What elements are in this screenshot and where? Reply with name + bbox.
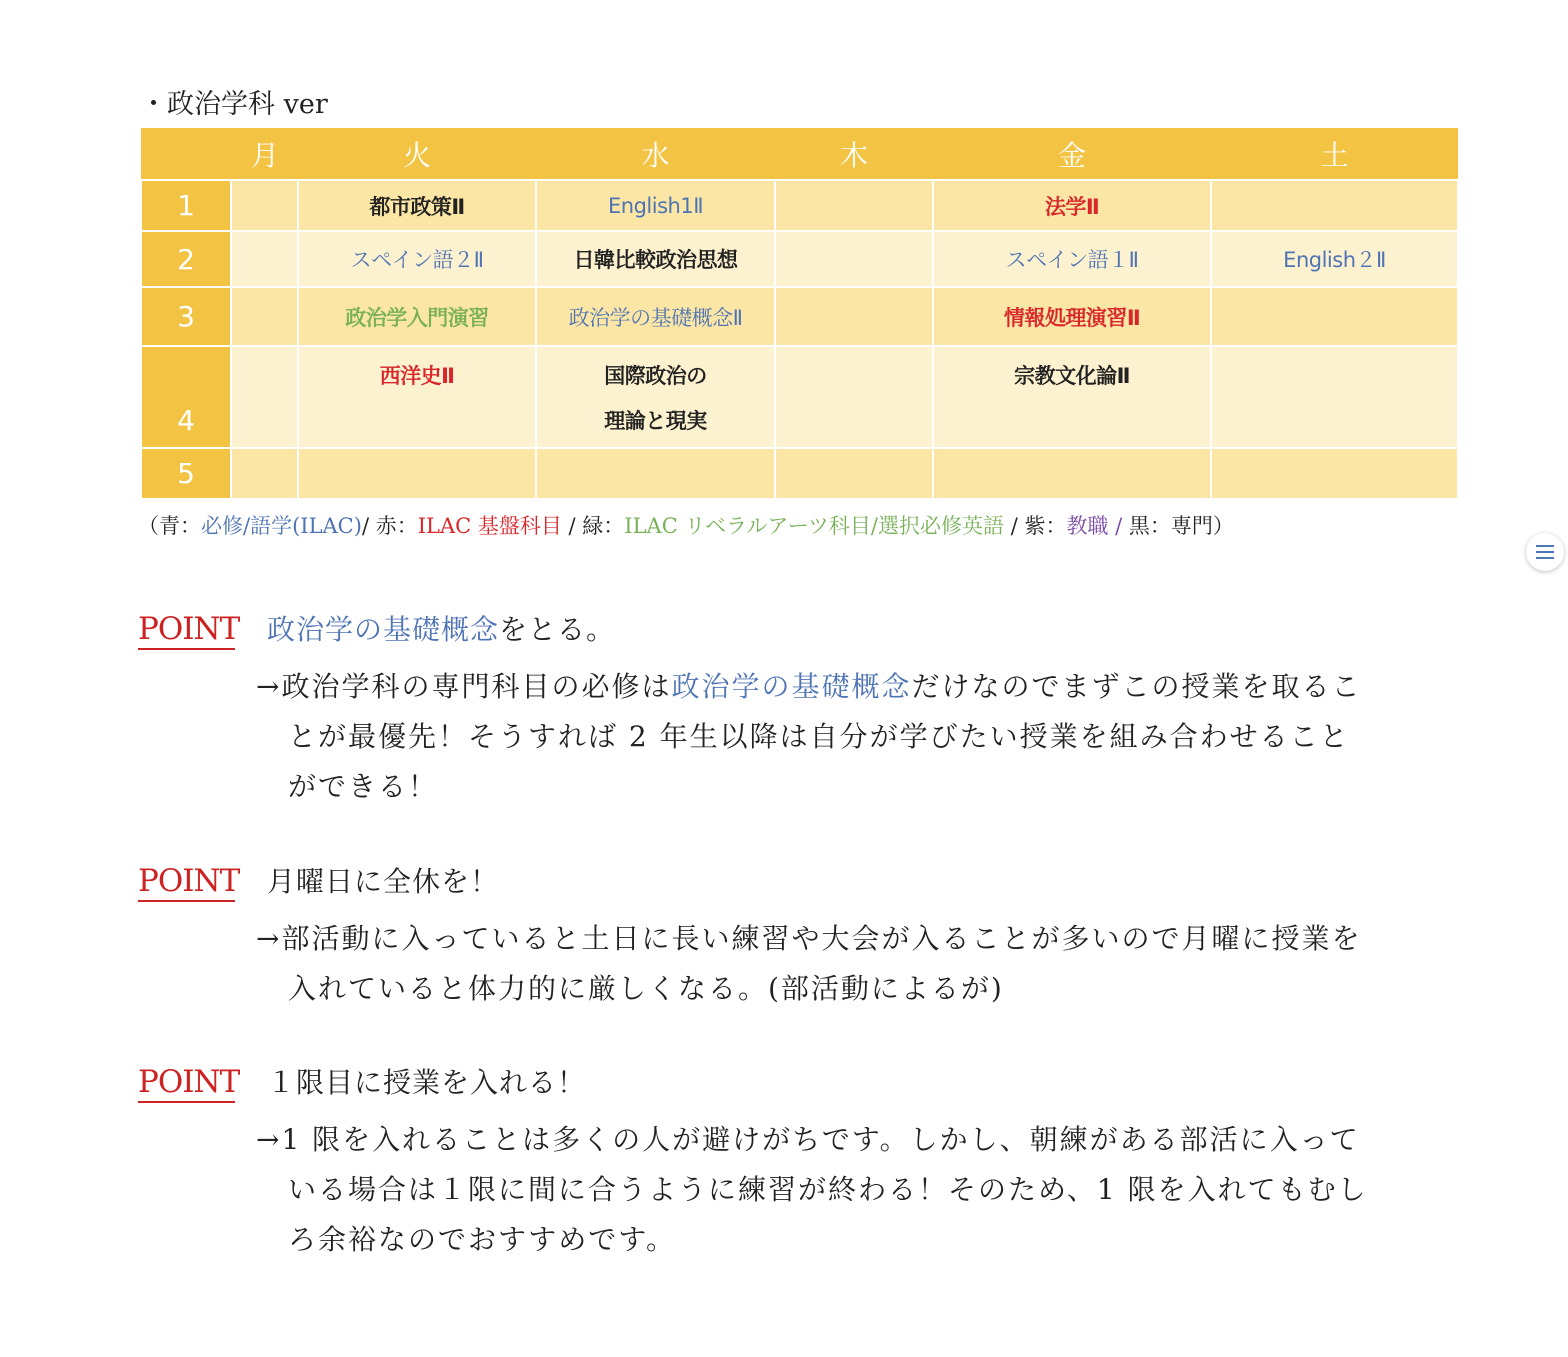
point-section-3 (138, 1061, 1368, 1265)
timetable-header-row (141, 128, 1458, 180)
point-body: →部活動に入っていると土日に長い練習や大会が入ることが多いので月曜に授業を入れていると体力的に厳しくなる。(部活動によるが) (256, 922, 1362, 1005)
day-header-mon: 月 (141, 128, 298, 180)
cell-sat-1 (1211, 180, 1458, 231)
point-title: １限目に授業を入れる！ (267, 1066, 587, 1099)
cell-sat-4 (1211, 346, 1458, 448)
cell-mon-4 (231, 346, 298, 448)
point-body-highlight: 政治学の基礎概念 (671, 670, 912, 703)
cell-mon-1 (231, 180, 298, 231)
legend-red: ILAC 基盤科目 (417, 514, 562, 538)
legend-green: ILAC リベラルアーツ科目/選択必修英語 (624, 514, 1005, 538)
cell-thu-2 (775, 231, 933, 287)
cell-sat-3 (1211, 287, 1458, 346)
cell-thu-3 (775, 287, 933, 346)
class-cell-fri-3: 情報処理演習Ⅱ (933, 287, 1211, 346)
legend-sep: / 赤： (361, 514, 418, 538)
point-section-2 (138, 860, 1362, 1014)
class-name: 西洋史Ⅱ (379, 364, 455, 388)
point-label: POINT (138, 1064, 235, 1103)
color-legend (138, 510, 1234, 540)
period-number: 3 (141, 287, 231, 346)
cell-sat-5 (1211, 448, 1458, 499)
day-header-sat: 土 (1211, 128, 1458, 180)
period-number: 4 (141, 346, 231, 448)
day-header-thu: 木 (775, 128, 933, 180)
point-section-1 (138, 608, 1362, 812)
legend-black: 黒：専門） (1128, 514, 1234, 538)
day-header-wed: 水 (536, 128, 775, 180)
class-cell-wed-3: 政治学の基礎概念Ⅱ (536, 287, 775, 346)
point-label: POINT (138, 863, 235, 902)
cell-wed-5 (536, 448, 775, 499)
day-header-tue: 火 (298, 128, 536, 180)
timetable-row-period-4 (141, 346, 1458, 448)
timetable-row-period-1 (141, 180, 1458, 231)
class-cell-fri-2: スペイン語１Ⅱ (933, 231, 1211, 287)
class-cell-wed-1: English1Ⅱ (536, 180, 775, 231)
timetable-row-period-3 (141, 287, 1458, 346)
cell-mon-2 (231, 231, 298, 287)
legend-blue: 必修/語学(ILAC) (201, 514, 362, 538)
cell-thu-4 (775, 346, 933, 448)
legend-sep: / 緑： (561, 514, 625, 538)
class-cell-fri-4 (933, 346, 1211, 448)
cell-mon-5 (231, 448, 298, 499)
timetable-row-period-2 (141, 231, 1458, 287)
class-name-line-2: 理論と現実 (604, 409, 707, 433)
period-number: 1 (141, 180, 231, 231)
legend-sep: / (1108, 514, 1129, 538)
cell-tue-5 (298, 448, 536, 499)
class-cell-fri-1: 法学Ⅱ (933, 180, 1211, 231)
class-cell-tue-4 (298, 346, 536, 448)
cell-mon-3 (231, 287, 298, 346)
point-body (256, 662, 1368, 812)
day-header-fri: 金 (933, 128, 1211, 180)
class-name: 宗教文化論Ⅱ (1014, 364, 1130, 388)
menu-lines-icon (1536, 544, 1554, 560)
period-number: 5 (141, 448, 231, 499)
legend-purple: 教職 (1066, 514, 1109, 538)
point-title (267, 608, 615, 648)
point-title-rest: をとる。 (499, 613, 616, 646)
class-cell-tue-2: スペイン語２Ⅱ (298, 231, 536, 287)
cell-thu-1 (775, 180, 933, 231)
point-title-highlight: 政治学の基礎概念 (267, 613, 500, 646)
cell-fri-5 (933, 448, 1211, 499)
cell-thu-5 (775, 448, 933, 499)
page-heading: ・政治学科 ver (140, 89, 328, 120)
class-cell-sat-2: English２Ⅱ (1211, 231, 1458, 287)
point-label: POINT (138, 611, 235, 650)
class-cell-wed-4 (536, 346, 775, 448)
timetable (140, 128, 1459, 500)
period-number: 2 (141, 231, 231, 287)
class-cell-tue-3: 政治学入門演習 (298, 287, 536, 346)
legend-open: （青： (138, 514, 201, 538)
point-title: 月曜日に全休を！ (267, 865, 500, 898)
table-of-contents-button[interactable] (1526, 533, 1564, 571)
point-body-text: →政治学科の専門科目の必修は (256, 670, 672, 703)
class-cell-tue-1: 都市政策Ⅱ (298, 180, 536, 231)
class-cell-wed-2: 日韓比較政治思想 (536, 231, 775, 287)
point-body-text: だけなのでまずこの授業を取ることが最優先！そうすれば 2 年生以降は自分が学びたい授業を組み合わせることができる！ (288, 670, 1362, 803)
timetable-row-period-5 (141, 448, 1458, 499)
point-body: →1 限を入れることは多くの人が避けがちです。しかし、朝練がある部活に入っている場合は１限に間に合うように練習が終わる！そのため、1 限を入れてもむしろ余裕なのでおすすめです。 (256, 1123, 1368, 1256)
legend-sep: / 紫： (1004, 514, 1067, 538)
class-name-line-1: 国際政治の (604, 364, 707, 388)
